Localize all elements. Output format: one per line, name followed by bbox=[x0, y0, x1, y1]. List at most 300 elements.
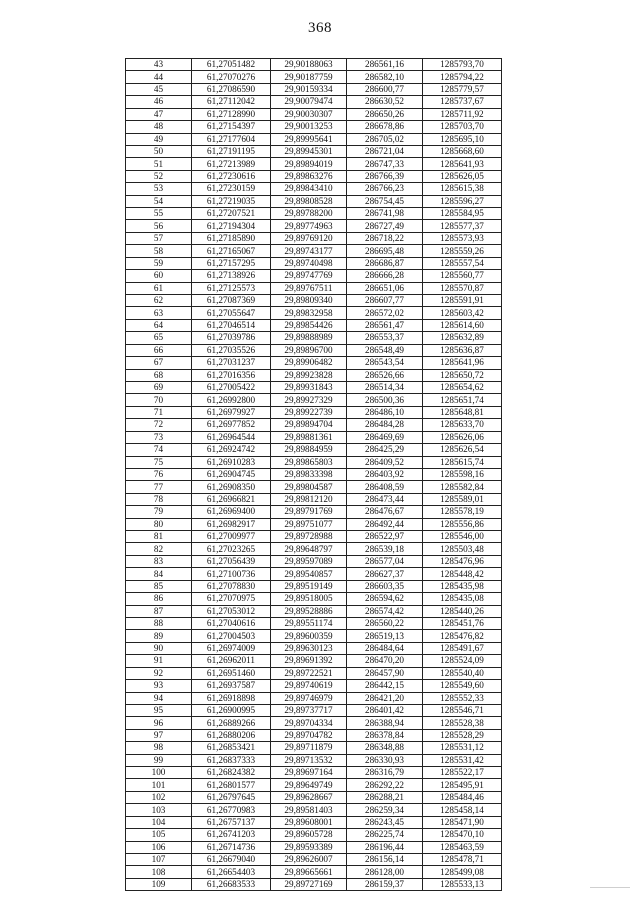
longitude-cell: 29,89704334 bbox=[271, 717, 347, 729]
y-coordinate-cell: 1285737,67 bbox=[423, 96, 502, 108]
longitude-cell: 29,89808528 bbox=[271, 195, 347, 207]
x-coordinate-cell: 286600,77 bbox=[347, 83, 423, 95]
latitude-cell: 61,26964544 bbox=[192, 431, 271, 443]
table-row bbox=[126, 580, 502, 592]
table-row bbox=[126, 394, 502, 406]
x-coordinate-cell: 286159,37 bbox=[347, 878, 423, 890]
longitude-cell: 29,89605728 bbox=[271, 829, 347, 841]
y-coordinate-cell: 1285626,05 bbox=[423, 170, 502, 182]
longitude-cell: 29,89809340 bbox=[271, 295, 347, 307]
x-coordinate-cell: 286561,47 bbox=[347, 319, 423, 331]
latitude-cell: 61,26797645 bbox=[192, 791, 271, 803]
longitude-cell: 29,89945301 bbox=[271, 145, 347, 157]
latitude-cell: 61,26889266 bbox=[192, 717, 271, 729]
latitude-cell: 61,27165067 bbox=[192, 245, 271, 257]
longitude-cell: 29,89697164 bbox=[271, 767, 347, 779]
table-row bbox=[126, 183, 502, 195]
y-coordinate-cell: 1285470,10 bbox=[423, 829, 502, 841]
latitude-cell: 61,26992800 bbox=[192, 394, 271, 406]
table-row bbox=[126, 779, 502, 791]
longitude-cell: 29,89740619 bbox=[271, 680, 347, 692]
latitude-cell: 61,27219035 bbox=[192, 195, 271, 207]
latitude-cell: 61,27009977 bbox=[192, 531, 271, 543]
table-row bbox=[126, 71, 502, 83]
table-row bbox=[126, 406, 502, 418]
latitude-cell: 61,26904745 bbox=[192, 468, 271, 480]
latitude-cell: 61,27056439 bbox=[192, 555, 271, 567]
x-coordinate-cell: 286522,97 bbox=[347, 531, 423, 543]
longitude-cell: 29,89630123 bbox=[271, 642, 347, 654]
point-number-cell: 99 bbox=[126, 754, 192, 766]
y-coordinate-cell: 1285654,62 bbox=[423, 381, 502, 393]
x-coordinate-cell: 286378,84 bbox=[347, 729, 423, 741]
longitude-cell: 29,89704782 bbox=[271, 729, 347, 741]
point-number-cell: 49 bbox=[126, 133, 192, 145]
longitude-cell: 29,89767511 bbox=[271, 282, 347, 294]
y-coordinate-cell: 1285632,89 bbox=[423, 332, 502, 344]
point-number-cell: 46 bbox=[126, 96, 192, 108]
table-row bbox=[126, 841, 502, 853]
y-coordinate-cell: 1285495,91 bbox=[423, 779, 502, 791]
latitude-cell: 61,27031237 bbox=[192, 357, 271, 369]
point-number-cell: 76 bbox=[126, 468, 192, 480]
table-row bbox=[126, 642, 502, 654]
table-row bbox=[126, 108, 502, 120]
y-coordinate-cell: 1285533,13 bbox=[423, 878, 502, 890]
table-row bbox=[126, 506, 502, 518]
y-coordinate-cell: 1285633,70 bbox=[423, 419, 502, 431]
x-coordinate-cell: 286548,49 bbox=[347, 344, 423, 356]
point-number-cell: 55 bbox=[126, 208, 192, 220]
longitude-cell: 29,89600359 bbox=[271, 630, 347, 642]
table-row bbox=[126, 767, 502, 779]
x-coordinate-cell: 286156,14 bbox=[347, 854, 423, 866]
latitude-cell: 61,27230159 bbox=[192, 183, 271, 195]
point-number-cell: 50 bbox=[126, 145, 192, 157]
point-number-cell: 68 bbox=[126, 369, 192, 381]
longitude-cell: 29,89896700 bbox=[271, 344, 347, 356]
point-number-cell: 108 bbox=[126, 866, 192, 878]
y-coordinate-cell: 1285560,77 bbox=[423, 270, 502, 282]
latitude-cell: 61,27154397 bbox=[192, 121, 271, 133]
x-coordinate-cell: 286473,44 bbox=[347, 493, 423, 505]
point-number-cell: 77 bbox=[126, 481, 192, 493]
table-row bbox=[126, 431, 502, 443]
x-coordinate-cell: 286727,49 bbox=[347, 220, 423, 232]
x-coordinate-cell: 286572,02 bbox=[347, 307, 423, 319]
y-coordinate-cell: 1285440,26 bbox=[423, 605, 502, 617]
x-coordinate-cell: 286553,37 bbox=[347, 332, 423, 344]
page-corner-mark bbox=[590, 887, 630, 888]
x-coordinate-cell: 286695,48 bbox=[347, 245, 423, 257]
y-coordinate-cell: 1285626,06 bbox=[423, 431, 502, 443]
longitude-cell: 29,89597089 bbox=[271, 555, 347, 567]
point-number-cell: 91 bbox=[126, 655, 192, 667]
latitude-cell: 61,27086590 bbox=[192, 83, 271, 95]
point-number-cell: 109 bbox=[126, 878, 192, 890]
y-coordinate-cell: 1285524,09 bbox=[423, 655, 502, 667]
table-row bbox=[126, 145, 502, 157]
table-row bbox=[126, 630, 502, 642]
y-coordinate-cell: 1285779,57 bbox=[423, 83, 502, 95]
x-coordinate-cell: 286650,26 bbox=[347, 108, 423, 120]
x-coordinate-cell: 286348,88 bbox=[347, 742, 423, 754]
table-row bbox=[126, 208, 502, 220]
x-coordinate-cell: 286288,21 bbox=[347, 791, 423, 803]
table-row bbox=[126, 791, 502, 803]
longitude-cell: 29,89894019 bbox=[271, 158, 347, 170]
y-coordinate-cell: 1285603,42 bbox=[423, 307, 502, 319]
x-coordinate-cell: 286582,10 bbox=[347, 71, 423, 83]
longitude-cell: 29,89727169 bbox=[271, 878, 347, 890]
latitude-cell: 61,27157295 bbox=[192, 257, 271, 269]
table-row bbox=[126, 158, 502, 170]
latitude-cell: 61,27191195 bbox=[192, 145, 271, 157]
longitude-cell: 29,89722521 bbox=[271, 667, 347, 679]
latitude-cell: 61,26910283 bbox=[192, 456, 271, 468]
longitude-cell: 29,89774963 bbox=[271, 220, 347, 232]
latitude-cell: 61,27125573 bbox=[192, 282, 271, 294]
table-row bbox=[126, 555, 502, 567]
latitude-cell: 61,27138926 bbox=[192, 270, 271, 282]
x-coordinate-cell: 286292,22 bbox=[347, 779, 423, 791]
table-row bbox=[126, 655, 502, 667]
point-number-cell: 88 bbox=[126, 617, 192, 629]
latitude-cell: 61,27185890 bbox=[192, 232, 271, 244]
longitude-cell: 29,89832958 bbox=[271, 307, 347, 319]
x-coordinate-cell: 286718,22 bbox=[347, 232, 423, 244]
y-coordinate-cell: 1285435,98 bbox=[423, 580, 502, 592]
latitude-cell: 61,26824382 bbox=[192, 767, 271, 779]
longitude-cell: 29,89863276 bbox=[271, 170, 347, 182]
y-coordinate-cell: 1285573,93 bbox=[423, 232, 502, 244]
table-row bbox=[126, 295, 502, 307]
table-row bbox=[126, 357, 502, 369]
x-coordinate-cell: 286678,86 bbox=[347, 121, 423, 133]
table-row bbox=[126, 419, 502, 431]
point-number-cell: 89 bbox=[126, 630, 192, 642]
latitude-cell: 61,26977852 bbox=[192, 419, 271, 431]
y-coordinate-cell: 1285577,37 bbox=[423, 220, 502, 232]
latitude-cell: 61,27040616 bbox=[192, 617, 271, 629]
longitude-cell: 29,89711879 bbox=[271, 742, 347, 754]
point-number-cell: 104 bbox=[126, 816, 192, 828]
table-row bbox=[126, 444, 502, 456]
point-number-cell: 103 bbox=[126, 804, 192, 816]
y-coordinate-cell: 1285651,74 bbox=[423, 394, 502, 406]
point-number-cell: 58 bbox=[126, 245, 192, 257]
table-row bbox=[126, 680, 502, 692]
y-coordinate-cell: 1285499,08 bbox=[423, 866, 502, 878]
x-coordinate-cell: 286484,28 bbox=[347, 419, 423, 431]
y-coordinate-cell: 1285615,74 bbox=[423, 456, 502, 468]
y-coordinate-cell: 1285648,81 bbox=[423, 406, 502, 418]
y-coordinate-cell: 1285794,22 bbox=[423, 71, 502, 83]
point-number-cell: 97 bbox=[126, 729, 192, 741]
x-coordinate-cell: 286128,00 bbox=[347, 866, 423, 878]
longitude-cell: 29,89628667 bbox=[271, 791, 347, 803]
y-coordinate-cell: 1285522,17 bbox=[423, 767, 502, 779]
point-number-cell: 93 bbox=[126, 680, 192, 692]
latitude-cell: 61,27078830 bbox=[192, 580, 271, 592]
y-coordinate-cell: 1285471,90 bbox=[423, 816, 502, 828]
y-coordinate-cell: 1285582,84 bbox=[423, 481, 502, 493]
latitude-cell: 61,26979927 bbox=[192, 406, 271, 418]
table-row bbox=[126, 83, 502, 95]
x-coordinate-cell: 286721,04 bbox=[347, 145, 423, 157]
x-coordinate-cell: 286484,64 bbox=[347, 642, 423, 654]
y-coordinate-cell: 1285476,82 bbox=[423, 630, 502, 642]
table-row bbox=[126, 456, 502, 468]
y-coordinate-cell: 1285546,71 bbox=[423, 704, 502, 716]
longitude-cell: 29,89927329 bbox=[271, 394, 347, 406]
y-coordinate-cell: 1285557,54 bbox=[423, 257, 502, 269]
latitude-cell: 61,27055647 bbox=[192, 307, 271, 319]
table-row bbox=[126, 593, 502, 605]
longitude-cell: 29,89728988 bbox=[271, 531, 347, 543]
table-row bbox=[126, 133, 502, 145]
longitude-cell: 29,89906482 bbox=[271, 357, 347, 369]
y-coordinate-cell: 1285711,92 bbox=[423, 108, 502, 120]
table-row bbox=[126, 667, 502, 679]
x-coordinate-cell: 286766,39 bbox=[347, 170, 423, 182]
y-coordinate-cell: 1285503,48 bbox=[423, 543, 502, 555]
longitude-cell: 29,89648797 bbox=[271, 543, 347, 555]
latitude-cell: 61,26982917 bbox=[192, 518, 271, 530]
latitude-cell: 61,26654403 bbox=[192, 866, 271, 878]
table-row bbox=[126, 381, 502, 393]
point-number-cell: 53 bbox=[126, 183, 192, 195]
y-coordinate-cell: 1285528,38 bbox=[423, 717, 502, 729]
table-row bbox=[126, 866, 502, 878]
y-coordinate-cell: 1285626,54 bbox=[423, 444, 502, 456]
point-number-cell: 83 bbox=[126, 555, 192, 567]
table-row bbox=[126, 804, 502, 816]
point-number-cell: 61 bbox=[126, 282, 192, 294]
latitude-cell: 61,26853421 bbox=[192, 742, 271, 754]
x-coordinate-cell: 286196,44 bbox=[347, 841, 423, 853]
longitude-cell: 29,89804587 bbox=[271, 481, 347, 493]
point-number-cell: 45 bbox=[126, 83, 192, 95]
y-coordinate-cell: 1285668,60 bbox=[423, 145, 502, 157]
point-number-cell: 72 bbox=[126, 419, 192, 431]
latitude-cell: 61,26880206 bbox=[192, 729, 271, 741]
y-coordinate-cell: 1285584,95 bbox=[423, 208, 502, 220]
latitude-cell: 61,26741203 bbox=[192, 829, 271, 841]
table-row bbox=[126, 59, 502, 71]
x-coordinate-cell: 286243,45 bbox=[347, 816, 423, 828]
longitude-cell: 29,90030307 bbox=[271, 108, 347, 120]
table-row bbox=[126, 829, 502, 841]
longitude-cell: 29,89881361 bbox=[271, 431, 347, 443]
x-coordinate-cell: 286492,44 bbox=[347, 518, 423, 530]
x-coordinate-cell: 286388,94 bbox=[347, 717, 423, 729]
point-number-cell: 47 bbox=[126, 108, 192, 120]
point-number-cell: 82 bbox=[126, 543, 192, 555]
latitude-cell: 61,26683533 bbox=[192, 878, 271, 890]
point-number-cell: 85 bbox=[126, 580, 192, 592]
x-coordinate-cell: 286500,36 bbox=[347, 394, 423, 406]
y-coordinate-cell: 1285549,60 bbox=[423, 680, 502, 692]
longitude-cell: 29,89626007 bbox=[271, 854, 347, 866]
x-coordinate-cell: 286666,28 bbox=[347, 270, 423, 282]
longitude-cell: 29,90159334 bbox=[271, 83, 347, 95]
x-coordinate-cell: 286741,98 bbox=[347, 208, 423, 220]
latitude-cell: 61,27112042 bbox=[192, 96, 271, 108]
latitude-cell: 61,27070975 bbox=[192, 593, 271, 605]
y-coordinate-cell: 1285614,60 bbox=[423, 319, 502, 331]
x-coordinate-cell: 286594,62 bbox=[347, 593, 423, 605]
y-coordinate-cell: 1285591,91 bbox=[423, 295, 502, 307]
table-row bbox=[126, 754, 502, 766]
point-number-cell: 63 bbox=[126, 307, 192, 319]
y-coordinate-cell: 1285531,12 bbox=[423, 742, 502, 754]
longitude-cell: 29,89737717 bbox=[271, 704, 347, 716]
point-number-cell: 79 bbox=[126, 506, 192, 518]
longitude-cell: 29,89751077 bbox=[271, 518, 347, 530]
x-coordinate-cell: 286747,33 bbox=[347, 158, 423, 170]
y-coordinate-cell: 1285615,38 bbox=[423, 183, 502, 195]
latitude-cell: 61,27016356 bbox=[192, 369, 271, 381]
table-row bbox=[126, 481, 502, 493]
longitude-cell: 29,89995641 bbox=[271, 133, 347, 145]
longitude-cell: 29,89608001 bbox=[271, 816, 347, 828]
x-coordinate-cell: 286526,66 bbox=[347, 369, 423, 381]
point-number-cell: 95 bbox=[126, 704, 192, 716]
table-row bbox=[126, 617, 502, 629]
latitude-cell: 61,27053012 bbox=[192, 605, 271, 617]
x-coordinate-cell: 286225,74 bbox=[347, 829, 423, 841]
x-coordinate-cell: 286607,77 bbox=[347, 295, 423, 307]
table-row bbox=[126, 717, 502, 729]
latitude-cell: 61,26900995 bbox=[192, 704, 271, 716]
longitude-cell: 29,90187759 bbox=[271, 71, 347, 83]
latitude-cell: 61,27087369 bbox=[192, 295, 271, 307]
page-number: 368 bbox=[308, 20, 332, 36]
latitude-cell: 61,26770983 bbox=[192, 804, 271, 816]
table-row bbox=[126, 344, 502, 356]
x-coordinate-cell: 286409,52 bbox=[347, 456, 423, 468]
table-row bbox=[126, 854, 502, 866]
longitude-cell: 29,89888989 bbox=[271, 332, 347, 344]
y-coordinate-cell: 1285448,42 bbox=[423, 568, 502, 580]
latitude-cell: 61,27035526 bbox=[192, 344, 271, 356]
table-row bbox=[126, 96, 502, 108]
latitude-cell: 61,26757137 bbox=[192, 816, 271, 828]
longitude-cell: 29,89791769 bbox=[271, 506, 347, 518]
y-coordinate-cell: 1285478,71 bbox=[423, 854, 502, 866]
y-coordinate-cell: 1285559,26 bbox=[423, 245, 502, 257]
table-row bbox=[126, 282, 502, 294]
y-coordinate-cell: 1285451,76 bbox=[423, 617, 502, 629]
y-coordinate-cell: 1285552,33 bbox=[423, 692, 502, 704]
longitude-cell: 29,90079474 bbox=[271, 96, 347, 108]
latitude-cell: 61,26837333 bbox=[192, 754, 271, 766]
x-coordinate-cell: 286486,10 bbox=[347, 406, 423, 418]
longitude-cell: 29,89581403 bbox=[271, 804, 347, 816]
latitude-cell: 61,26937587 bbox=[192, 680, 271, 692]
x-coordinate-cell: 286630,52 bbox=[347, 96, 423, 108]
y-coordinate-cell: 1285570,87 bbox=[423, 282, 502, 294]
latitude-cell: 61,27004503 bbox=[192, 630, 271, 642]
longitude-cell: 29,89843410 bbox=[271, 183, 347, 195]
longitude-cell: 29,89518005 bbox=[271, 593, 347, 605]
latitude-cell: 61,27194304 bbox=[192, 220, 271, 232]
y-coordinate-cell: 1285528,29 bbox=[423, 729, 502, 741]
x-coordinate-cell: 286401,42 bbox=[347, 704, 423, 716]
latitude-cell: 61,27046514 bbox=[192, 319, 271, 331]
point-number-cell: 102 bbox=[126, 791, 192, 803]
point-number-cell: 90 bbox=[126, 642, 192, 654]
x-coordinate-cell: 286316,79 bbox=[347, 767, 423, 779]
longitude-cell: 29,90188063 bbox=[271, 59, 347, 71]
point-number-cell: 100 bbox=[126, 767, 192, 779]
latitude-cell: 61,26908350 bbox=[192, 481, 271, 493]
point-number-cell: 98 bbox=[126, 742, 192, 754]
point-number-cell: 92 bbox=[126, 667, 192, 679]
point-number-cell: 73 bbox=[126, 431, 192, 443]
longitude-cell: 29,89528886 bbox=[271, 605, 347, 617]
y-coordinate-cell: 1285531,42 bbox=[423, 754, 502, 766]
point-number-cell: 64 bbox=[126, 319, 192, 331]
longitude-cell: 29,89551174 bbox=[271, 617, 347, 629]
latitude-cell: 61,27177604 bbox=[192, 133, 271, 145]
latitude-cell: 61,26951460 bbox=[192, 667, 271, 679]
x-coordinate-cell: 286577,04 bbox=[347, 555, 423, 567]
table-row bbox=[126, 245, 502, 257]
y-coordinate-cell: 1285546,00 bbox=[423, 531, 502, 543]
longitude-cell: 29,89740498 bbox=[271, 257, 347, 269]
latitude-cell: 61,27070276 bbox=[192, 71, 271, 83]
point-number-cell: 44 bbox=[126, 71, 192, 83]
table-row bbox=[126, 729, 502, 741]
x-coordinate-cell: 286651,06 bbox=[347, 282, 423, 294]
table-row bbox=[126, 220, 502, 232]
point-number-cell: 43 bbox=[126, 59, 192, 71]
table-row bbox=[126, 307, 502, 319]
point-number-cell: 96 bbox=[126, 717, 192, 729]
longitude-cell: 29,89833398 bbox=[271, 468, 347, 480]
point-number-cell: 101 bbox=[126, 779, 192, 791]
point-number-cell: 51 bbox=[126, 158, 192, 170]
x-coordinate-cell: 286408,59 bbox=[347, 481, 423, 493]
x-coordinate-cell: 286425,29 bbox=[347, 444, 423, 456]
table-row bbox=[126, 568, 502, 580]
x-coordinate-cell: 286560,22 bbox=[347, 617, 423, 629]
longitude-cell: 29,90013253 bbox=[271, 121, 347, 133]
y-coordinate-cell: 1285793,70 bbox=[423, 59, 502, 71]
point-number-cell: 75 bbox=[126, 456, 192, 468]
y-coordinate-cell: 1285556,86 bbox=[423, 518, 502, 530]
longitude-cell: 29,89747769 bbox=[271, 270, 347, 282]
point-number-cell: 94 bbox=[126, 692, 192, 704]
y-coordinate-cell: 1285641,93 bbox=[423, 158, 502, 170]
table-row bbox=[126, 332, 502, 344]
y-coordinate-cell: 1285463,59 bbox=[423, 841, 502, 853]
longitude-cell: 29,89812120 bbox=[271, 493, 347, 505]
point-number-cell: 66 bbox=[126, 344, 192, 356]
latitude-cell: 61,27039786 bbox=[192, 332, 271, 344]
x-coordinate-cell: 286561,16 bbox=[347, 59, 423, 71]
longitude-cell: 29,89894704 bbox=[271, 419, 347, 431]
x-coordinate-cell: 286469,69 bbox=[347, 431, 423, 443]
table-row bbox=[126, 369, 502, 381]
table-row bbox=[126, 468, 502, 480]
x-coordinate-cell: 286457,90 bbox=[347, 667, 423, 679]
coordinates-table-body bbox=[126, 59, 502, 891]
point-number-cell: 56 bbox=[126, 220, 192, 232]
y-coordinate-cell: 1285596,27 bbox=[423, 195, 502, 207]
